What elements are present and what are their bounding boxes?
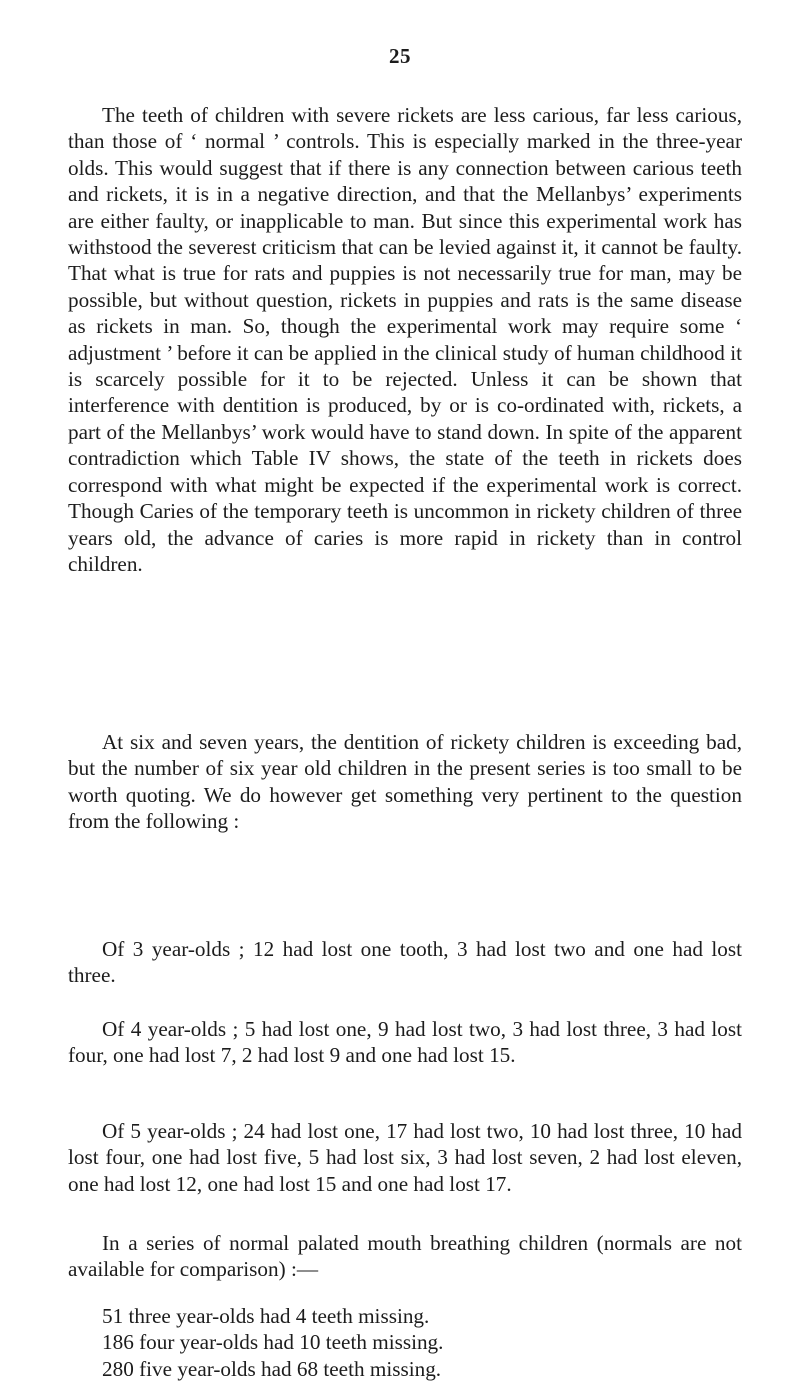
- missing-teeth-list: [102, 1303, 742, 1382]
- paragraph-three-year-olds: Of 3 year-olds ; 12 had lost one tooth, 3 had lost two and one had lost three.: [68, 937, 742, 988]
- list-item: 280 five year-olds had 68 teeth missing.: [102, 1356, 442, 1381]
- paragraph-rickets-caries: The teeth of children with severe rickets are less carious, far less carious, than those of ‘ normal ’ controls. This is especially marked in the three-year olds. This would suggest that if there is any connection between carious teeth and rickets, it is in a negative direction, and that the Mellanbys’ experiments are either faulty, or inapplicable to man. But since this experimental work has withstood the severest criticism that can be levied against it, it cannot be faulty. That what is true for rats and puppies is not necessarily true for man, may be possible, but without question, rickets in puppies and rats is the same disease as rickets in man. So, though the experimental work may require some ‘ adjustment ’ before it can be applied in the clinical study of human childhood it is scarcely possible for it to be rejected. Unless it can be shown that interference with dentition is produced, by or is co-ordinated with, rickets, a part of the Mellanbys’ work would have to stand down. In spite of the apparent contradiction which Table IV shows, the state of the teeth in rickets does correspond with what might be expected if the experimental work is correct. Though Caries of the temporary teeth is uncommon in rickety children of three years old, the advance of caries is more rapid in rickety than in control children.: [68, 103, 742, 576]
- list-item: 51 three year-olds had 4 teeth missing.: [102, 1304, 430, 1328]
- paragraph-four-year-olds: Of 4 year-olds ; 5 had lost one, 9 had lost two, 3 had lost three, 3 had lost four, one had lost 7, 2 had lost 9 and one had lost 15.: [68, 1017, 742, 1068]
- paragraph-six-seven-years: At six and seven years, the dentition of rickety children is exceeding bad, but the number of six year old children in the present series is too small to be worth quoting. We do however get something very pertinent to the question from the following :: [68, 730, 742, 834]
- list-item: 186 four year-olds had 10 teeth missing.: [102, 1330, 444, 1355]
- page-number: 25: [389, 44, 411, 68]
- paragraph-five-year-olds: Of 5 year-olds ; 24 had lost one, 17 had lost two, 10 had lost three, 10 had lost four, one had lost five, 5 had lost six, 3 had lost seven, 2 had lost eleven, one had lost 12, one had lost 15 and one had lost 17.: [68, 1119, 742, 1196]
- paragraph-mouth-breathing-series: In a series of normal palated mouth breathing children (normals are not available for comparison) :—: [68, 1231, 742, 1282]
